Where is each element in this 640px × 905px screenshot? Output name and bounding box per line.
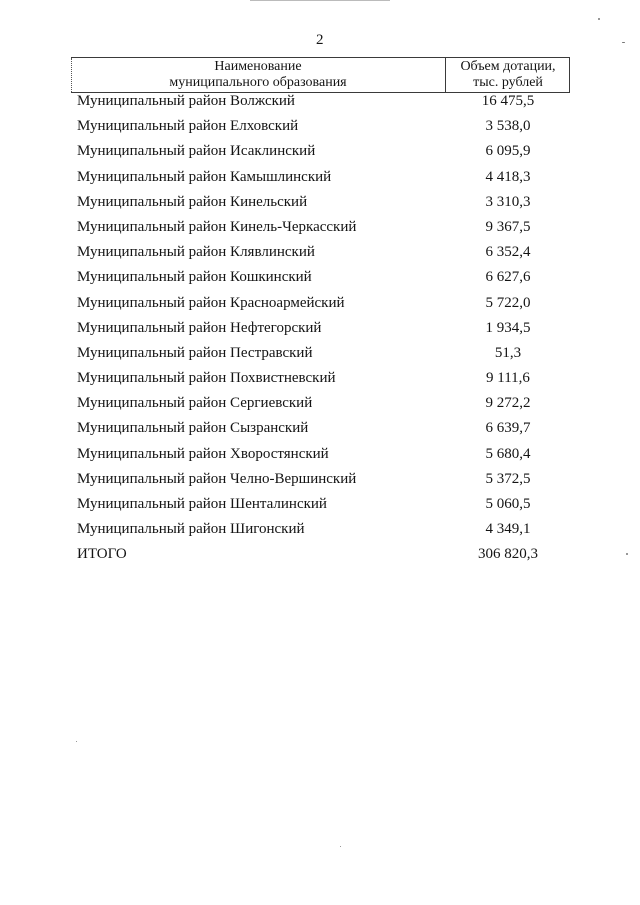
municipality-name: Муниципальный район Сызранский	[77, 420, 309, 437]
municipality-name: Муниципальный район Шигонский	[77, 521, 305, 538]
subsidy-value: 3 310,3	[485, 193, 531, 210]
municipality-name: Муниципальный район Исаклинский	[77, 143, 316, 160]
table-row	[0, 469, 640, 494]
subsidy-value: 3 538,0	[485, 118, 531, 135]
subsidy-value: 6 639,7	[485, 420, 531, 437]
table-row	[0, 242, 640, 267]
table-row	[0, 368, 640, 393]
scan-speck	[76, 741, 77, 742]
scan-edge-line	[250, 0, 390, 1]
subsidy-value: 5 722,0	[485, 294, 531, 311]
table-body	[0, 91, 640, 570]
table-total-row	[0, 544, 640, 569]
header-col1-line1: Наименование	[214, 59, 302, 74]
scan-speck	[340, 846, 341, 847]
table-header	[71, 57, 570, 93]
header-col1-line2: муниципального образования	[169, 75, 347, 90]
total-value: 306 820,3	[478, 546, 538, 563]
header-municipality-name	[71, 59, 445, 91]
subsidy-value: 6 627,6	[485, 269, 531, 286]
scan-speck	[626, 553, 628, 555]
municipality-name: Муниципальный район Нефтегорский	[77, 319, 322, 336]
table-row	[0, 267, 640, 292]
subsidy-value: 9 111,6	[486, 370, 530, 387]
table-row	[0, 318, 640, 343]
subsidy-value: 6 095,9	[485, 143, 531, 160]
subsidy-value: 1 934,5	[485, 319, 531, 336]
municipality-name: Муниципальный район Хворостянский	[77, 445, 329, 462]
municipality-name: Муниципальный район Красноармейский	[77, 294, 345, 311]
scan-speck	[598, 18, 600, 20]
header-subsidy-amount	[446, 59, 570, 91]
municipality-name: Муниципальный район Елховский	[77, 118, 299, 135]
total-label: ИТОГО	[77, 546, 127, 563]
subsidy-value: 4 418,3	[485, 168, 531, 185]
municipality-name: Муниципальный район Кинель-Черкасский	[77, 218, 357, 235]
table-row	[0, 91, 640, 116]
table-row	[0, 393, 640, 418]
municipality-name: Муниципальный район Шенталинский	[77, 496, 327, 512]
subsidy-value: 5 060,5	[485, 496, 531, 512]
subsidy-value: 6 352,4	[485, 244, 531, 261]
subsidy-value: 5 372,5	[485, 470, 531, 487]
table-row	[0, 494, 640, 519]
scan-speck	[622, 42, 625, 43]
table-row	[0, 217, 640, 242]
subsidy-value: 51,3	[494, 344, 522, 361]
municipality-name: Муниципальный район Кинельский	[77, 193, 308, 210]
table-row	[0, 343, 640, 368]
table-row	[0, 167, 640, 192]
municipality-name: Муниципальный район Сергиевский	[77, 395, 313, 412]
municipality-name: Муниципальный район Похвистневский	[77, 370, 336, 387]
subsidy-value: 5 680,4	[485, 445, 531, 462]
table-row	[0, 418, 640, 443]
municipality-name: Муниципальный район Кошкинский	[77, 269, 312, 286]
municipality-name: Муниципальный район Пестравский	[77, 344, 313, 361]
municipality-name: Муниципальный район Челно-Вершинский	[77, 470, 357, 487]
table-row	[0, 444, 640, 469]
table-row	[0, 519, 640, 544]
table-row	[0, 192, 640, 217]
page-number: 2	[316, 32, 324, 48]
subsidy-value: 4 349,1	[485, 521, 531, 538]
header-col2-line2: тыс. рублей	[473, 75, 543, 90]
table-row	[0, 293, 640, 318]
subsidy-value: 9 367,5	[485, 218, 531, 235]
table-row	[0, 116, 640, 141]
municipality-name: Муниципальный район Волжский	[77, 93, 295, 109]
table-row	[0, 141, 640, 166]
municipality-name: Муниципальный район Камышлинский	[77, 168, 332, 185]
subsidy-value: 16 475,5	[481, 93, 535, 109]
municipality-name: Муниципальный район Клявлинский	[77, 244, 315, 261]
subsidy-value: 9 272,2	[485, 395, 531, 412]
header-col2-line1: Объем дотации,	[460, 59, 556, 74]
